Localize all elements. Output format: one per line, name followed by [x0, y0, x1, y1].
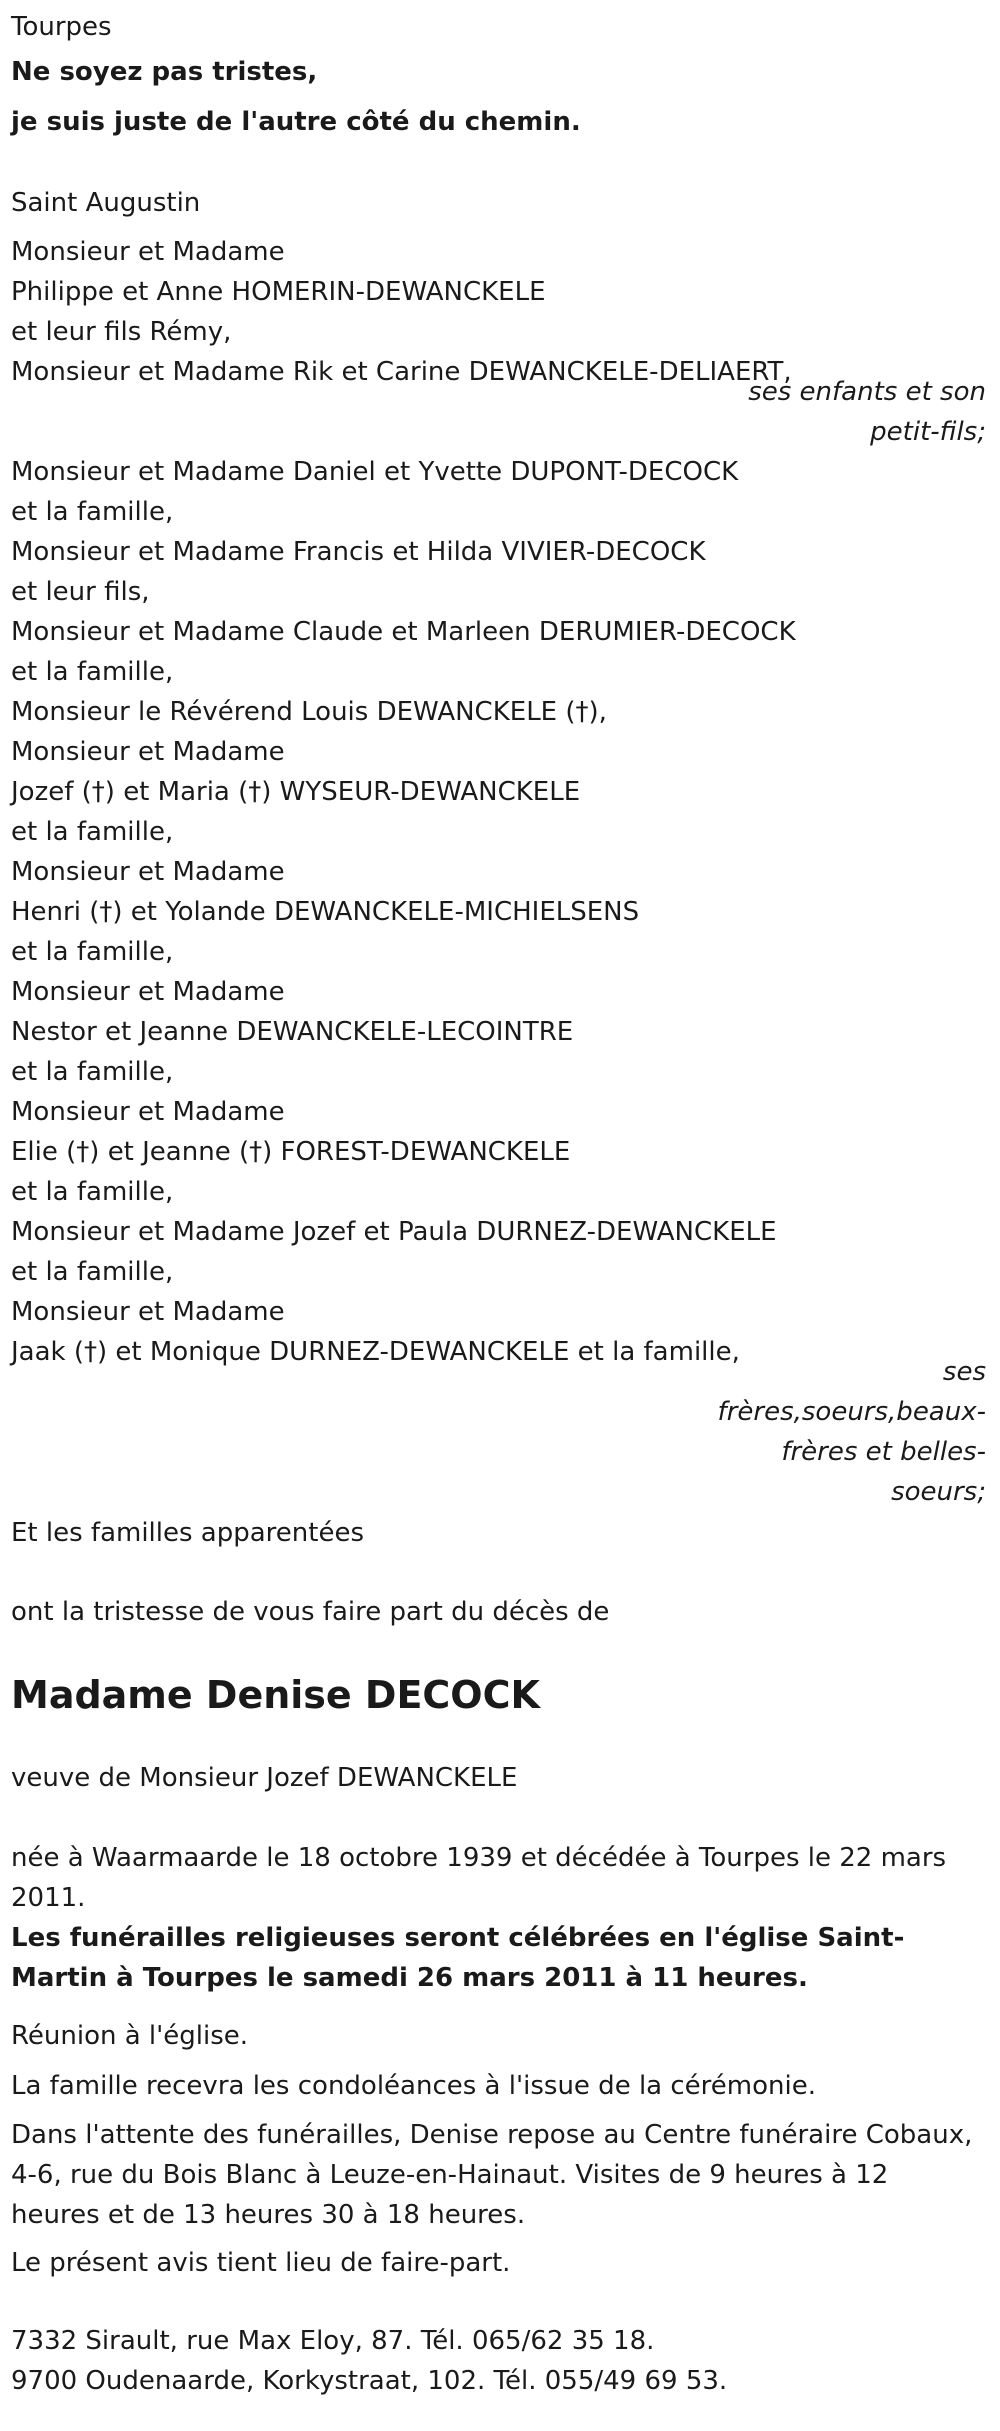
- family-line: et la famille,: [11, 1057, 174, 1087]
- place-name: Tourpes: [11, 12, 112, 42]
- family-line: et leur fils Rémy,: [11, 317, 232, 347]
- quote-author: Saint Augustin: [11, 188, 201, 218]
- visits-text: Dans l'attente des funérailles, Denise repose au Centre funéraire Cobaux, 4-6, rue du Bois Blanc à Leuze-en-Hainaut. Visites de 9 heures à 12 heures et de 13 heures 30 à 18 heures.: [11, 2120, 973, 2230]
- family-line: Jaak (†) et Monique DURNEZ-DEWANCKELE et la famille,: [11, 1337, 740, 1367]
- family-line: et la famille,: [11, 657, 174, 687]
- family-line: Monsieur et Madame Daniel et Yvette DUPONT-DECOCK: [11, 457, 739, 487]
- family-line: Philippe et Anne HOMERIN-DEWANCKELE: [11, 277, 546, 307]
- relation-line: soeurs;: [891, 1477, 986, 1507]
- family-line: Elie (†) et Jeanne (†) FOREST-DEWANCKELE: [11, 1137, 571, 1167]
- family-line: et la famille,: [11, 497, 174, 527]
- family-line: et la famille,: [11, 817, 174, 847]
- relation-line: frères,soeurs,beaux-: [717, 1397, 986, 1427]
- relation-line: frères et belles-: [781, 1437, 986, 1467]
- family-line: Monsieur le Révérend Louis DEWANCKELE (†),: [11, 697, 607, 727]
- family-line: Monsieur et Madame: [11, 857, 285, 887]
- condolences-text: La famille recevra les condoléances à l'issue de la cérémonie.: [11, 2071, 816, 2101]
- related-families: Et les familles apparentées: [11, 1518, 365, 1548]
- widow-of: veuve de Monsieur Jozef DEWANCKELE: [11, 1763, 518, 1793]
- relation-line: ses: [942, 1357, 986, 1387]
- family-line: Monsieur et Madame: [11, 237, 285, 267]
- relation-line: petit-fils;: [870, 417, 986, 447]
- quote-line-2: je suis juste de l'autre côté du chemin.: [11, 107, 581, 137]
- deceased-name: Madame Denise DECOCK: [11, 1673, 540, 1717]
- family-list-children: [11, 232, 986, 392]
- family-line: Monsieur et Madame: [11, 977, 285, 1007]
- birth-death-dates: née à Waarmaarde le 18 octobre 1939 et décédée à Tourpes le 22 mars 2011.: [11, 1843, 947, 1913]
- quote-line-1: Ne soyez pas tristes,: [11, 57, 318, 87]
- family-line: Henri (†) et Yolande DEWANCKELE-MICHIELSENS: [11, 897, 640, 927]
- family-line: Monsieur et Madame Jozef et Paula DURNEZ-DEWANCKELE: [11, 1217, 777, 1247]
- address-line: 9700 Oudenaarde, Korkystraat, 102. Tél. 055/49 69 53.: [11, 2366, 728, 2396]
- relation-siblings: [11, 1352, 986, 1512]
- family-line: Monsieur et Madame: [11, 1297, 285, 1327]
- announcement-text: ont la tristesse de vous faire part du décès de: [11, 1597, 610, 1627]
- family-line: et la famille,: [11, 1257, 174, 1287]
- family-line: Monsieur et Madame: [11, 737, 285, 767]
- funeral-details: Les funérailles religieuses seront célébrées en l'église Saint-Martin à Tourpes le samedi 26 mars 2011 à 11 heures.: [11, 1923, 905, 1993]
- notice-text: Le présent avis tient lieu de faire-part.: [11, 2248, 511, 2278]
- family-line: Monsieur et Madame: [11, 1097, 285, 1127]
- family-list-siblings: [11, 452, 986, 1372]
- family-line: Monsieur et Madame Rik et Carine DEWANCKELE-DELIAERT,: [11, 357, 792, 387]
- relation-line: ses enfants et son: [748, 377, 986, 407]
- family-line: et la famille,: [11, 937, 174, 967]
- family-line: Jozef (†) et Maria (†) WYSEUR-DEWANCKELE: [11, 777, 581, 807]
- contact-addresses: [11, 2321, 986, 2401]
- family-line: et leur fils,: [11, 577, 150, 607]
- relation-children: [11, 372, 986, 452]
- family-line: Nestor et Jeanne DEWANCKELE-LECOINTRE: [11, 1017, 574, 1047]
- meeting-text: Réunion à l'église.: [11, 2021, 249, 2051]
- family-line: Monsieur et Madame Claude et Marleen DERUMIER-DECOCK: [11, 617, 796, 647]
- family-line: et la famille,: [11, 1177, 174, 1207]
- address-line: 7332 Sirault, rue Max Eloy, 87. Tél. 065/62 35 18.: [11, 2326, 655, 2356]
- family-line: Monsieur et Madame Francis et Hilda VIVIER-DECOCK: [11, 537, 706, 567]
